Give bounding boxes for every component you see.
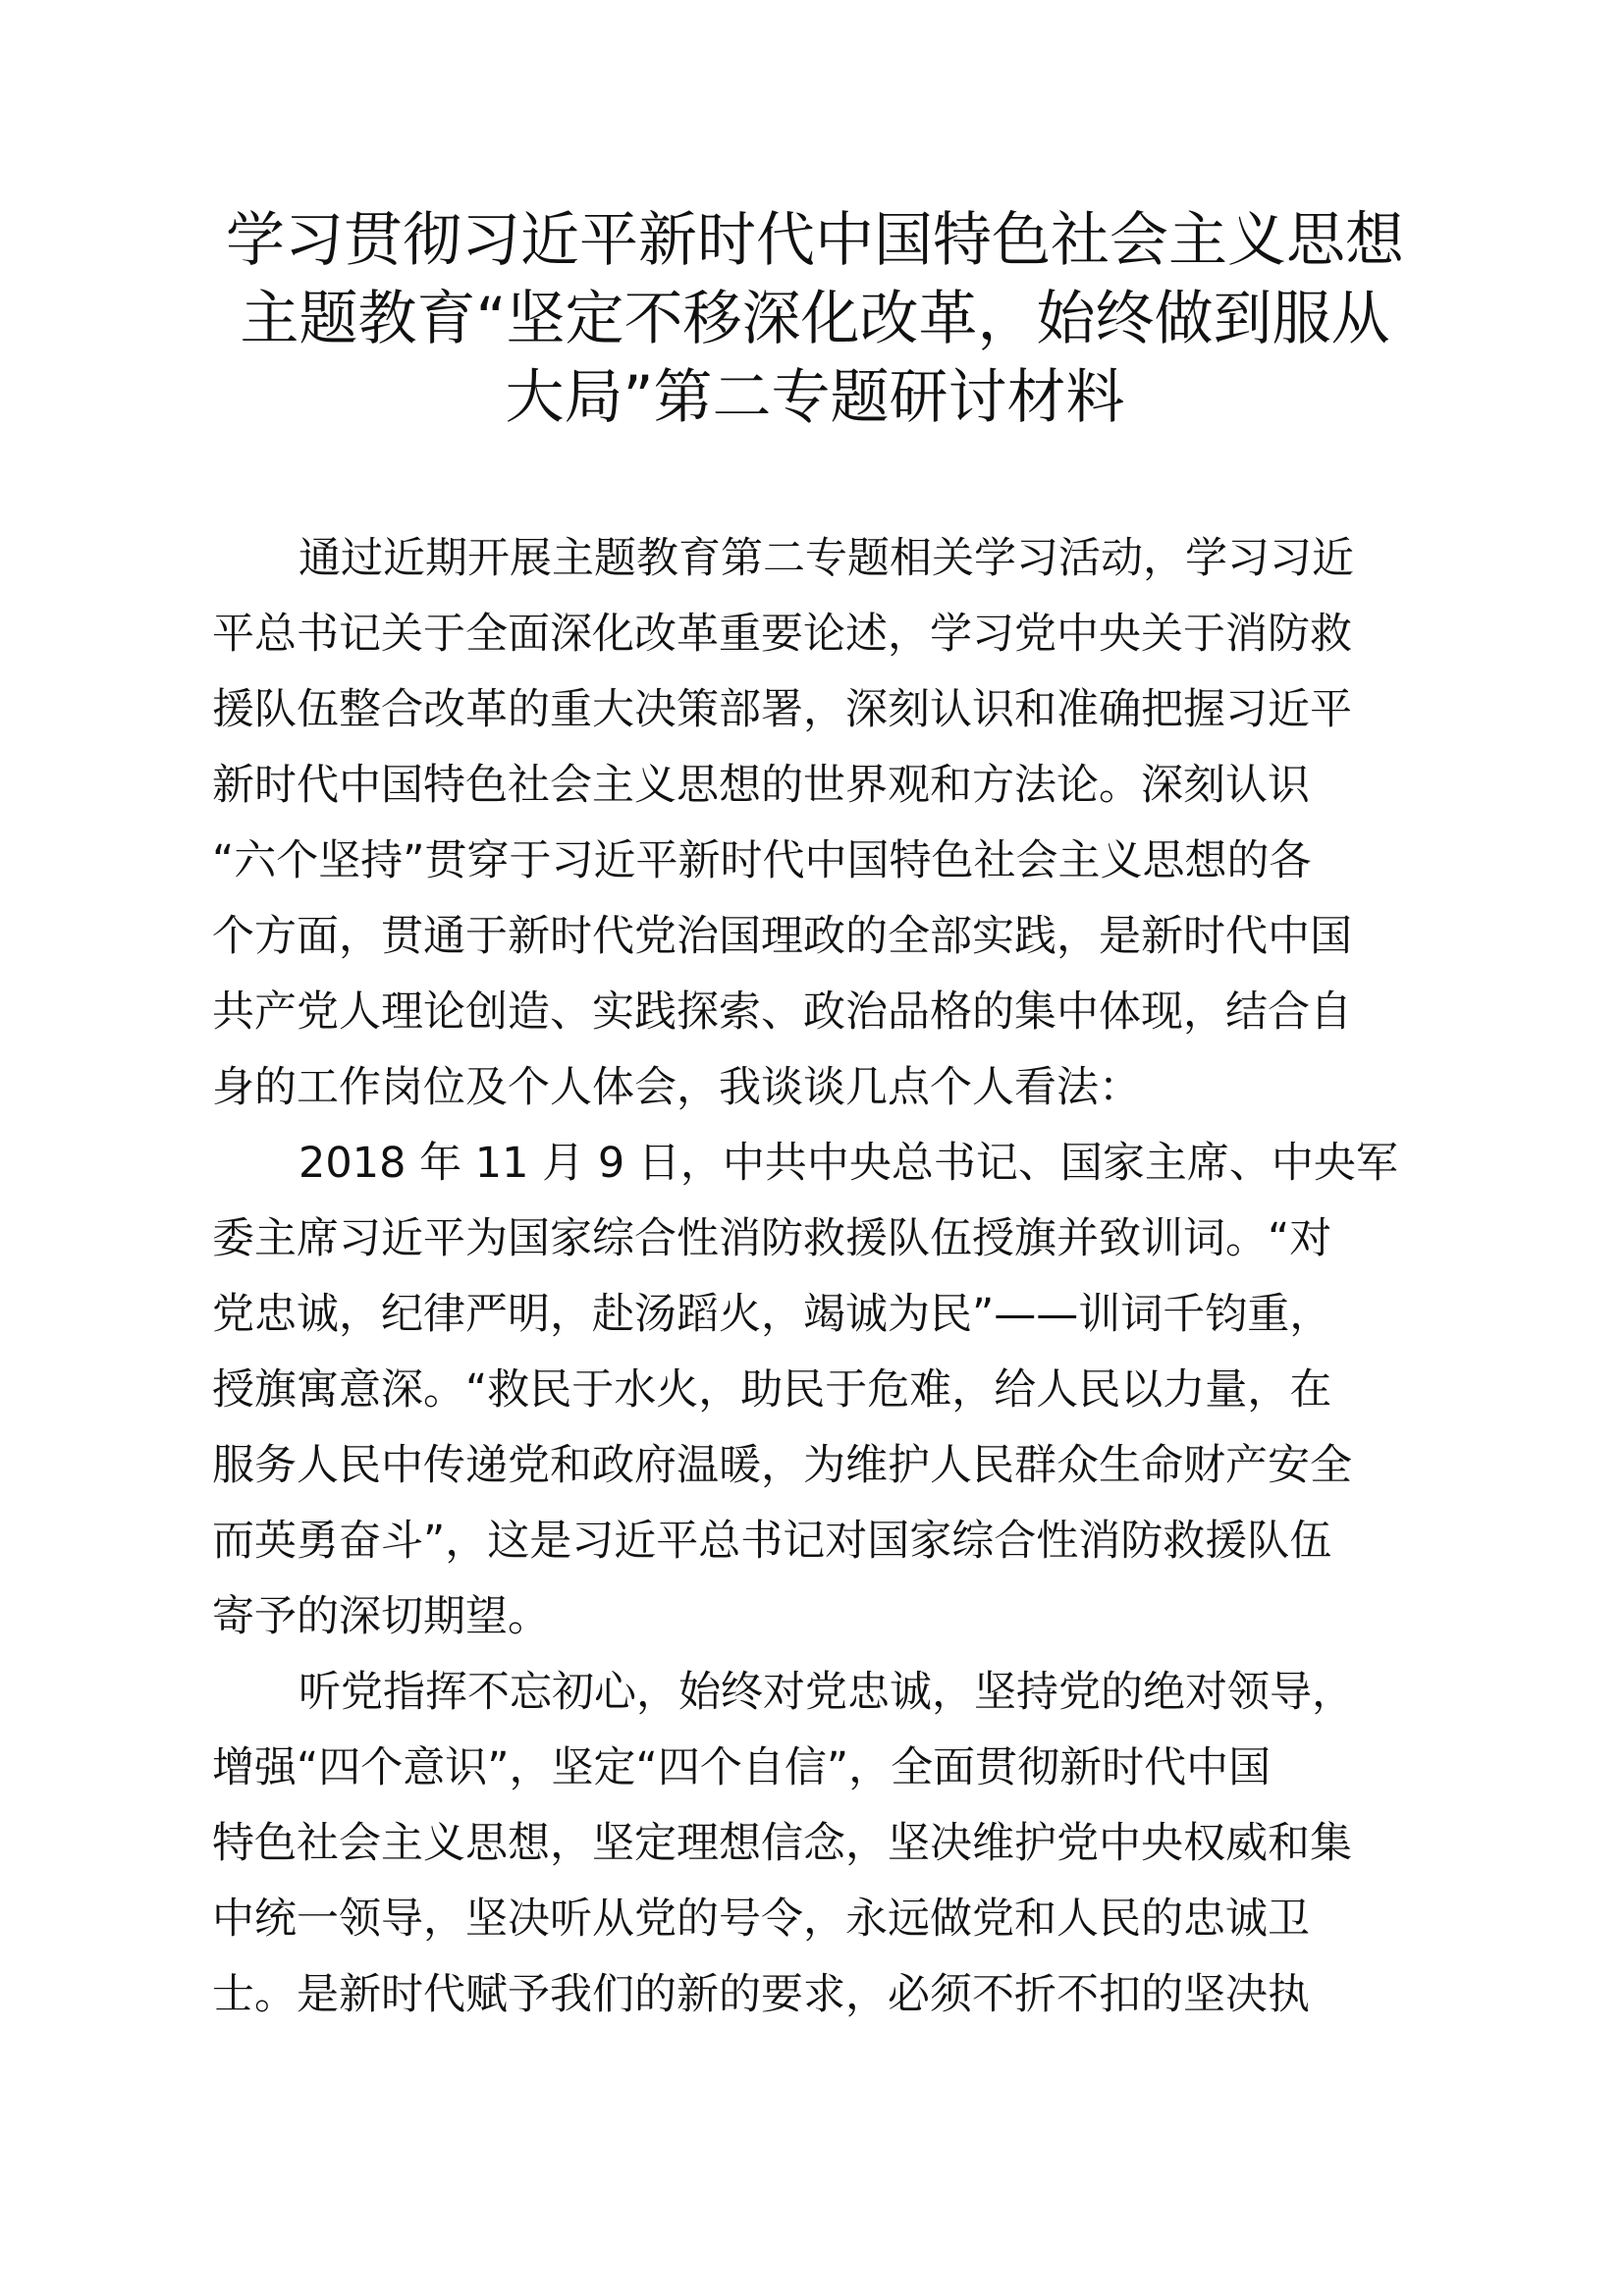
paragraph-line: 授旗寓意深。“救民于水火，助民于危难，给人民以力量，在	[212, 1365, 1332, 1415]
paragraph-line: 通过近期开展主题教育第二专题相关学习活动，学习习近	[298, 534, 1354, 583]
paragraph-line: 寄予的深切期望。	[212, 1592, 550, 1641]
paragraph-line: “六个坚持”贯穿于习近平新时代中国特色社会主义思想的各	[212, 836, 1312, 885]
paragraph-line: 特色社会主义思想，坚定理想信念，坚决维护党中央权威和集	[212, 1819, 1352, 1868]
paragraph-line: 共产党人理论创造、实践探索、政治品格的集中体现，结合自	[212, 988, 1352, 1037]
paragraph-line: 听党指挥不忘初心，始终对党忠诚，坚持党的绝对领导，	[298, 1668, 1354, 1717]
paragraph-line: 士。是新时代赋予我们的新的要求，必须不折不扣的坚决执	[212, 1970, 1310, 2019]
document-body	[212, 521, 1406, 2033]
paragraph-line: 援队伍整合改革的重大决策部署，深刻认识和准确把握习近平	[212, 685, 1352, 734]
title-line: 主题教育“坚定不移深化改革，始终做到服从	[240, 285, 1390, 353]
title-line: 学习贯彻习近平新时代中国特色社会主义思想	[226, 206, 1404, 275]
document-title	[196, 201, 1434, 437]
paragraph-2	[212, 1126, 1406, 1655]
paragraph-line: 平总书记关于全面深化改革重要论述，学习党中央关于消防救	[212, 610, 1352, 659]
paragraph-line: 中统一领导，坚决听从党的号令，永远做党和人民的忠诚卫	[212, 1895, 1310, 1944]
paragraph-line: 新时代中国特色社会主义思想的世界观和方法论。深刻认识	[212, 761, 1310, 810]
paragraph-line: 个方面，贯通于新时代党治国理政的全部实践，是新时代中国	[212, 912, 1352, 961]
paragraph-line: 而英勇奋斗”，这是习近平总书记对国家综合性消防救援队伍	[212, 1517, 1332, 1566]
title-line: 大局”第二专题研讨材料	[505, 363, 1125, 432]
paragraph-line: 委主席习近平为国家综合性消防救援队伍授旗并致训词。“对	[212, 1214, 1332, 1263]
paragraph-line: 身的工作岗位及个人体会，我谈谈几点个人看法：	[212, 1063, 1141, 1112]
paragraph-3	[212, 1655, 1406, 2033]
paragraph-1	[212, 521, 1406, 1126]
paragraph-line: 党忠诚，纪律严明，赴汤蹈火，竭诚为民”——训词千钧重，	[212, 1290, 1332, 1339]
paragraph-line: 增强“四个意识”，坚定“四个自信”，全面贯彻新时代中国	[212, 1743, 1272, 1792]
paragraph-line: 服务人民中传递党和政府温暖，为维护人民群众生命财产安全	[212, 1441, 1352, 1490]
paragraph-line: 2018 年 11 月 9 日，中共中央总书记、国家主席、中央军	[298, 1139, 1398, 1188]
